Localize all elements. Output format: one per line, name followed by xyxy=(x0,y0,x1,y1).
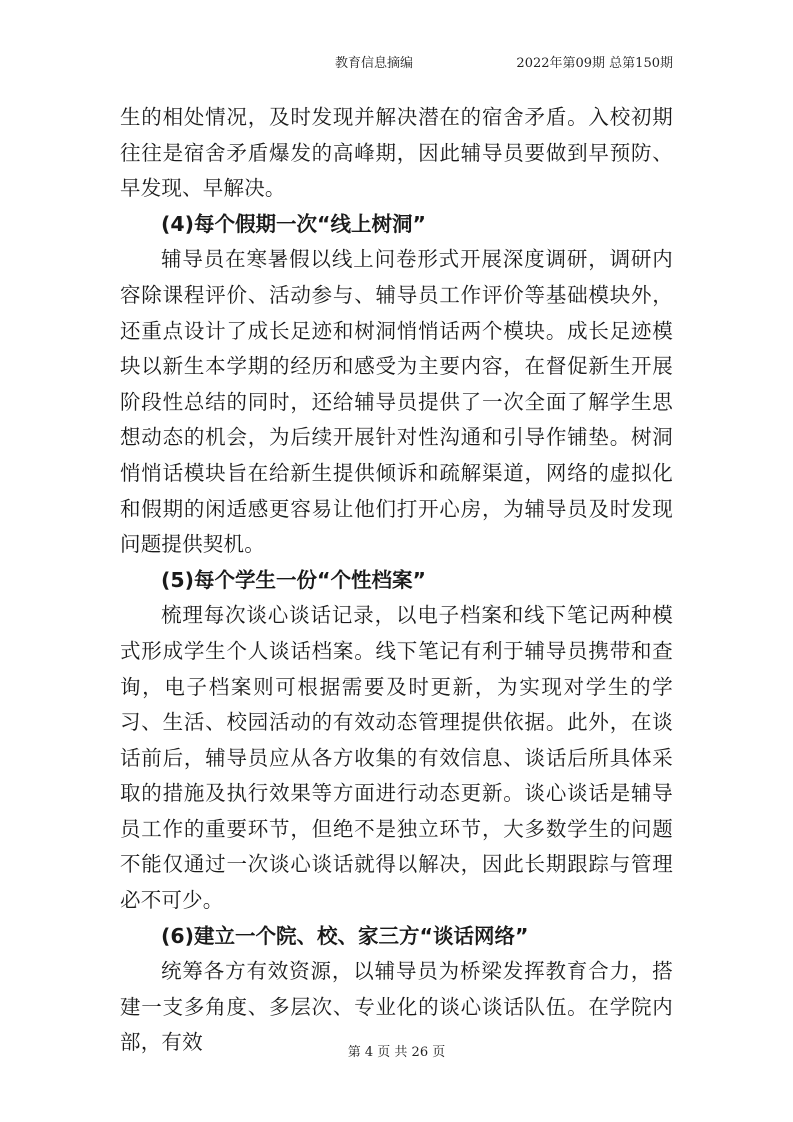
header-divider xyxy=(120,74,673,75)
paragraph-online-treehole: 辅导员在寒暑假以线上问卷形式开展深度调研，调研内容除课程评价、活动参与、辅导员工作评价等基础模块外，还重点设计了成长足迹和树洞悄悄话两个模块。成长足迹模块以新生本学期的经历和感受为主要内容，在督促新生开展阶段性总结的同时，还给辅导员提供了一次全面了解学生思想动态的机会，为后续开展针对性沟通和引导作铺垫。树洞悄悄话模块旨在给新生提供倾诉和疏解渠道，网络的虚拟化和假期的闲适感更容易让他们打开心房，为辅导员及时发现问题提供契机。 xyxy=(120,247,673,557)
page-number: 第 4 页 共 26 页 xyxy=(347,1045,446,1060)
paragraph-continued: 生的相处情况，及时发现并解决潜在的宿舍矛盾。入校初期往往是宿舍矛盾爆发的高峰期，因此辅导员要做到早预防、早发现、早解决。 xyxy=(120,105,673,201)
document-body xyxy=(120,100,673,1061)
journal-title: 教育信息摘编 xyxy=(335,56,414,71)
running-header xyxy=(120,52,673,72)
paragraph-talk-network: 统筹各方有效资源，以辅导员为桥梁发挥教育合力，搭建一支多角度、多层次、专业化的谈心谈话队伍。在学院内部，有效 xyxy=(120,959,673,1055)
section-heading-4: (4)每个假期一次“线上树洞” xyxy=(161,211,426,236)
section-heading-5: (5)每个学生一份“个性档案” xyxy=(161,567,426,592)
paragraph-personal-file: 梳理每次谈心谈话记录，以电子档案和线下笔记两种模式形成学生个人谈话档案。线下笔记有利于辅导员携带和查询，电子档案则可根据需要及时更新，为实现对学生的学习、生活、校园活动的有效动态管理提供依据。此外，在谈话前后，辅导员应从各方收集的有效信息、谈话后所具体采取的措施及执行效果等方面进行动态更新。谈心谈话是辅导员工作的重要环节，但绝不是独立环节，大多数学生的问题不能仅通过一次谈心谈话就得以解决，因此长期跟踪与管理必不可少。 xyxy=(120,603,673,913)
section-heading-6: (6)建立一个院、校、家三方“谈话网络” xyxy=(161,923,529,948)
issue-number: 2022年第09期 总第150期 xyxy=(516,56,673,71)
